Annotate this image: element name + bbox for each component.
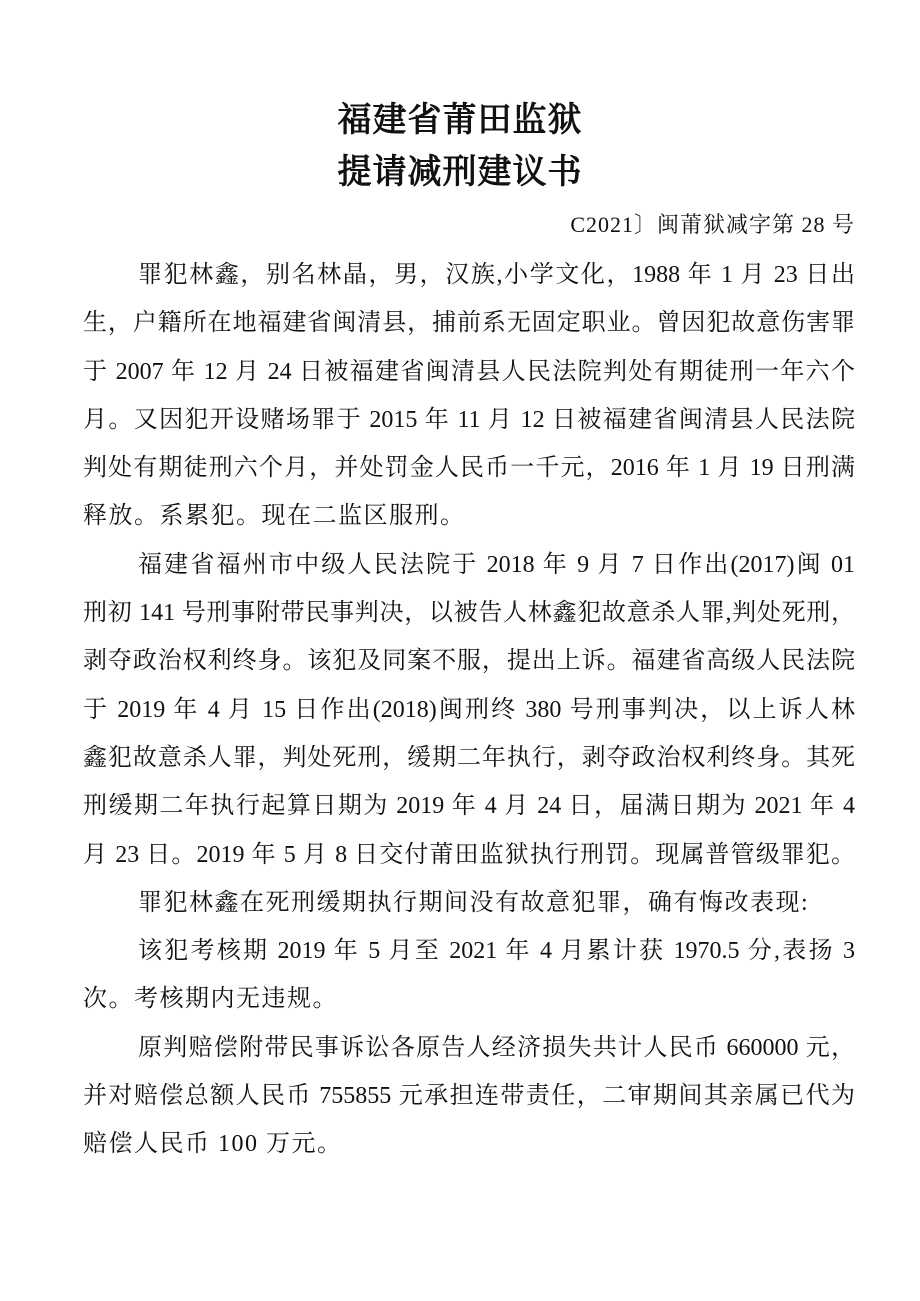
paragraph-repentance	[83, 879, 855, 927]
paragraph-line: 于 2019 年 4 月 15 日作出(2018)闽刑终 380 号刑事判决，以上诉人林	[83, 696, 855, 723]
paragraph-line: 月。又因犯开设赌场罪于 2015 年 11 月 12 日被福建省闽清县人民法院	[83, 406, 855, 433]
paragraph-judgment	[83, 541, 855, 879]
paragraph-line: 于 2007 年 12 月 24 日被福建省闽清县人民法院判处有期徒刑一年六个	[83, 358, 855, 385]
paragraph-line: 刑缓期二年执行起算日期为 2019 年 4 月 24 日，届满日期为 2021 年 4	[83, 793, 855, 820]
paragraph-line: 月 23 日。2019 年 5 月 8 日交付莆田监狱执行刑罚。现属普管级罪犯。	[83, 841, 855, 868]
paragraph-line: 福建省福州市中级人民法院于 2018 年 9 月 7 日作出(2017)闽 01	[138, 551, 855, 578]
paragraph-assessment	[83, 927, 855, 1024]
paragraph-line: 该犯考核期 2019 年 5 月至 2021 年 4 月累计获 1970.5 分,表扬 3	[138, 938, 855, 965]
paragraph-line: 刑初 141 号刑事附带民事判决，以被告人林鑫犯故意杀人罪,判处死刑，	[83, 600, 855, 627]
paragraph-line: 判处有期徒刑六个月，并处罚金人民币一千元，2016 年 1 月 19 日刑满	[83, 455, 855, 482]
document-body	[83, 251, 855, 1169]
paragraph-line: 罪犯林鑫，别名林晶，男，汉族,小学文化，1988 年 1 月 23 日出	[138, 262, 855, 288]
paragraph-line: 次。考核期内无违规。	[83, 986, 338, 1013]
document-title-line-2: 提请减刑建议书	[337, 152, 583, 192]
paragraph-line: 鑫犯故意杀人罪，判处死刑，缓期二年执行，剥夺政治权利终身。其死	[83, 744, 855, 771]
paragraph-line: 并对赔偿总额人民币 755855 元承担连带责任，二审期间其亲属已代为	[83, 1083, 855, 1110]
paragraph-offender-info	[83, 251, 855, 541]
paragraph-line: 生，户籍所在地福建省闽清县，捕前系无固定职业。曾因犯故意伤害罪	[83, 310, 855, 337]
document-number: C2021〕闽莆狱减字第 28 号	[570, 212, 855, 237]
paragraph-line: 罪犯林鑫在死刑缓期执行期间没有故意犯罪，确有悔改表现:	[138, 889, 810, 916]
paragraph-line: 赔偿人民币 100 万元。	[83, 1131, 343, 1158]
paragraph-line: 释放。系累犯。现在二监区服刑。	[83, 503, 466, 530]
paragraph-compensation	[83, 1024, 855, 1169]
document-title-line-1: 福建省莆田监狱	[337, 100, 583, 140]
paragraph-line: 原判赔偿附带民事诉讼各原告人经济损失共计人民币 660000 元，	[138, 1034, 855, 1061]
paragraph-line: 剥夺政治权利终身。该犯及同案不服，提出上诉。福建省高级人民法院	[83, 648, 855, 675]
